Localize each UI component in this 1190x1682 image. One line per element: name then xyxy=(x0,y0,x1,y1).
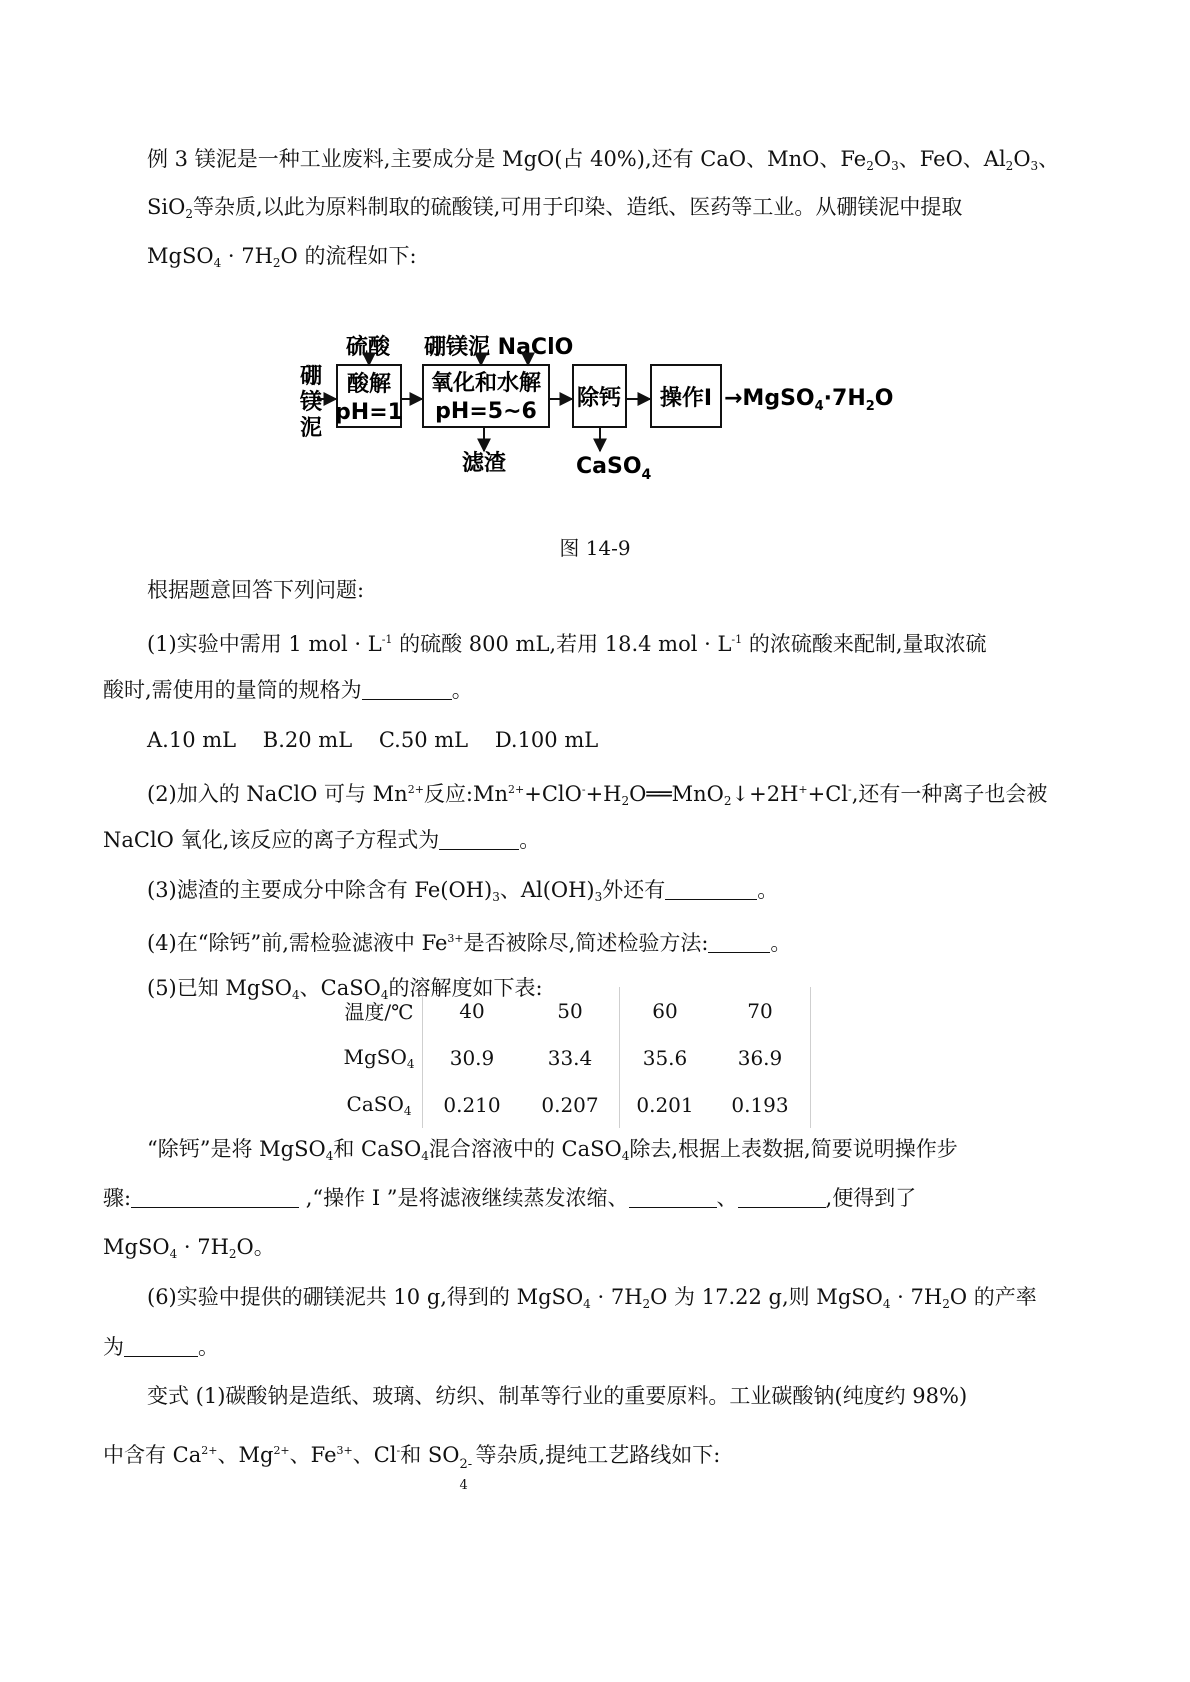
flow-caso4-label: CaSO$_4$ xyxy=(576,454,652,483)
flow-input-char-1: 硼 xyxy=(300,364,323,389)
q5-step-blank[interactable] xyxy=(131,1187,299,1208)
flow-box1-line1: 酸解 xyxy=(346,372,392,397)
table-cell: 70 xyxy=(710,987,811,1034)
q5-paragraph-line-2: 骤: ,“操作 I ”是将滤液继续蒸发浓缩、 、 ,便得到了 xyxy=(103,1186,917,1210)
q2-line-1: (2)加入的 NaClO 可与 $Mn^{2+}$反应$:Mn^{2+}+ClO^-+H_2O══MnO_2↓+2H^++Cl^-$,还有一种离子也会被 xyxy=(147,782,1048,808)
table-row-label: CaSO$_4$ xyxy=(336,1081,423,1128)
table-cell: 30.9 xyxy=(449,1045,495,1070)
table-row xyxy=(336,1081,811,1128)
flow-box1-line2: pH=1 xyxy=(335,400,403,425)
q2-line-2: NaClO 氧化,该反应的离子方程式为 。 xyxy=(103,828,541,852)
table-cell: 0.210 xyxy=(443,1092,501,1117)
flow-box3-label: 除钙 xyxy=(576,386,622,411)
table-cell: 40 xyxy=(459,998,485,1023)
q6-answer-blank[interactable] xyxy=(124,1336,198,1357)
q6-line-1: (6)实验中提供的硼镁泥共 10 g,得到的 MgSO$_4$ · $7H_2O$ 为 17.22 g,则 MgSO$_4$ · $7H_2O$ 的产率 xyxy=(147,1285,1037,1311)
table-cell: 60 xyxy=(652,998,678,1023)
q4-line: (4)在“除钙”前,需检验滤液中 $Fe^{3+}$是否被除尽,简述检验方法: 。 xyxy=(147,931,792,955)
example-line-1: 例 3 镁泥是一种工业废料,主要成分是 MgO(占 40%),还有 CaO、MnO、$Fe_2O_3$、FeO、$Al_2O_3$、 xyxy=(147,147,1060,173)
table-header-row xyxy=(336,987,811,1034)
q1-line-2: 酸时,需使用的量筒的规格为 。 xyxy=(103,678,473,702)
table-cell: 33.4 xyxy=(521,1034,620,1081)
q5-op-blank-2[interactable] xyxy=(738,1187,826,1208)
intro-text: 根据题意回答下列问题: xyxy=(147,578,365,602)
variant-line-1: 变式 (1)碳酸钠是造纸、玻璃、纺织、制革等行业的重要原料。工业碳酸钠(纯度约 98%) xyxy=(147,1384,968,1408)
table-cell: 0.207 xyxy=(521,1081,620,1128)
variant-line-2: 中含有 $Ca^{2+}$、$Mg^{2+}$、$Fe^{3+}$、Cl-和 SO 2- 4 等杂质,提纯工艺路线如下: xyxy=(103,1443,721,1493)
flow-input-char-2: 镁 xyxy=(300,390,323,415)
q3-answer-blank[interactable] xyxy=(665,879,757,900)
figure-caption: 图 14-9 xyxy=(559,536,631,560)
table-cell: 50 xyxy=(521,987,620,1034)
q2-answer-blank[interactable] xyxy=(439,829,519,850)
flow-residue-label: 滤渣 xyxy=(461,451,507,476)
flow-box2-line2: pH=5~6 xyxy=(435,399,537,424)
q3-line: (3)滤渣的主要成分中除含有 $Fe(OH)_3$、$Al(OH)_3$外还有 。 xyxy=(147,878,779,904)
q6-line-2: 为 。 xyxy=(103,1335,219,1359)
table-cell: 0.193 xyxy=(710,1081,811,1128)
solubility-table xyxy=(336,987,811,1128)
table-cell: 温度/℃ xyxy=(336,987,423,1034)
q4-answer-blank[interactable] xyxy=(708,932,770,953)
q5-line: (5)已知 MgSO$_4$、CaSO$_4$的溶解度如下表: xyxy=(147,976,543,1002)
q1-line-1: (1)实验中需用 1 mol · $L^{-1}$ 的硫酸 800 mL,若用 18.4 mol · $L^{-1}$ 的浓硫酸来配制,量取浓硫 xyxy=(147,632,987,656)
table-cell: 0.201 xyxy=(636,1092,694,1117)
table-cell: 36.9 xyxy=(710,1034,811,1081)
q1-answer-blank[interactable] xyxy=(362,679,452,700)
table-cell: 35.6 xyxy=(642,1045,688,1070)
flow-box4-label: 操作I xyxy=(659,386,713,411)
flow-product-label: $\to MgSO_4\cdot 7H_2O$ xyxy=(724,386,894,414)
flow-top-label: 硼镁泥 NaClO xyxy=(424,335,574,361)
table-row xyxy=(336,1034,811,1081)
process-flow-diagram xyxy=(300,333,940,511)
flow-input-char-3: 泥 xyxy=(300,416,323,441)
q5-paragraph-line-1: “除钙”是将 MgSO$_4$和 CaSO$_4$混合溶液中的 CaSO$_4$除去,根据上表数据,简要说明操作步 xyxy=(147,1137,958,1163)
flow-box2-line1: 氧化和水解 xyxy=(430,371,542,396)
table-row-label: MgSO$_4$ xyxy=(336,1034,423,1081)
q5-paragraph-line-3: MgSO$_4$ · $7H_2O$。 xyxy=(103,1235,275,1261)
q5-op-blank-1[interactable] xyxy=(629,1187,717,1208)
example-line-2: SiO$_2$等杂质,以此为原料制取的硫酸镁,可用于印染、造纸、医药等工业。从硼镁泥中提取 xyxy=(147,195,963,221)
example-line-3: MgSO$_4$ · $7H_2O$ 的流程如下: xyxy=(147,244,417,270)
flow-acid-label: 硫酸 xyxy=(346,335,391,361)
q1-options: A.10 mL B.20 mL C.50 mL D.100 mL xyxy=(147,728,599,752)
